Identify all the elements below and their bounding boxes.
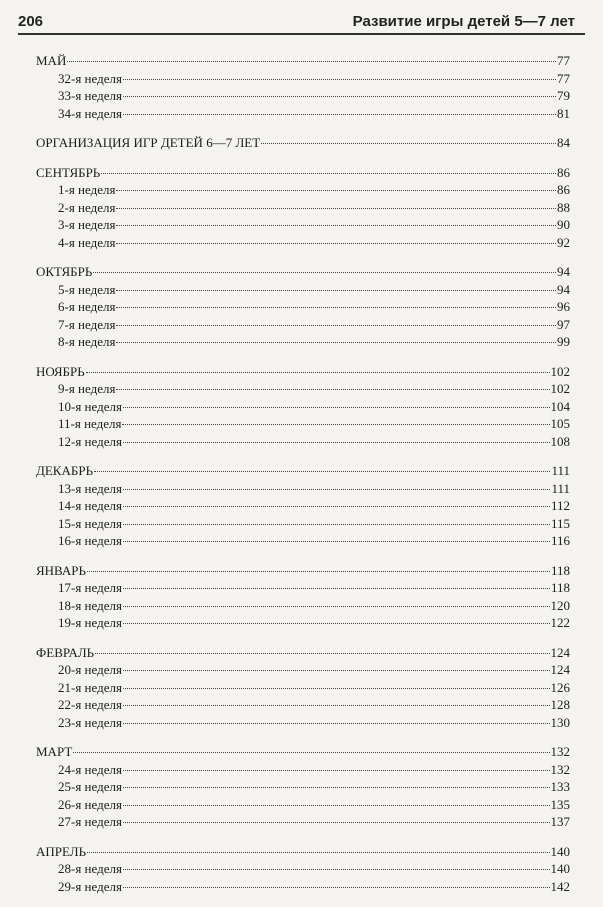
toc-entry-label: НОЯБРЬ [36, 363, 85, 379]
toc-entry [36, 281, 570, 299]
dot-leader [123, 79, 556, 80]
toc-entry-page: 137 [550, 814, 570, 829]
page-number: 206 [18, 13, 44, 30]
toc-section [36, 644, 570, 732]
toc-section [36, 743, 570, 831]
toc-entry [36, 181, 570, 199]
dot-leader [116, 243, 556, 244]
dot-leader [95, 653, 549, 654]
toc-entry-page: 115 [550, 515, 570, 531]
dot-leader [123, 96, 556, 97]
dot-leader [123, 670, 550, 671]
toc-section-heading [36, 644, 570, 662]
dot-leader [123, 606, 550, 607]
toc-entry [36, 216, 570, 234]
toc-entry-page: 96 [557, 299, 570, 314]
toc-entry-page: 120 [550, 597, 570, 613]
toc-entry [36, 433, 570, 451]
toc-entry-label: 13-я неделя [58, 480, 122, 496]
toc-entry-page: 97 [557, 316, 570, 332]
dot-leader [116, 325, 556, 326]
toc-section-heading [36, 462, 570, 480]
toc-entry-page: 104 [550, 398, 570, 414]
toc-entry-page: 122 [550, 615, 570, 630]
dot-leader [123, 887, 550, 888]
dot-leader [87, 852, 549, 853]
dot-leader [116, 225, 556, 226]
toc-entry-page: 132 [550, 761, 570, 777]
toc-entry-page: 92 [557, 234, 570, 250]
toc-entry-page: 94 [557, 264, 570, 279]
toc-section [36, 164, 570, 252]
dot-leader [123, 114, 556, 115]
dot-leader [86, 372, 550, 373]
toc-entry-page: 86 [557, 182, 570, 197]
toc-section-heading [36, 743, 570, 761]
toc-entry [36, 614, 570, 632]
toc-entry-label: МАРТ [36, 744, 73, 759]
toc-entry-page: 90 [557, 217, 570, 232]
toc-entry [36, 679, 570, 697]
toc-entry [36, 579, 570, 597]
dot-leader [116, 208, 556, 209]
toc-entry [36, 497, 570, 515]
toc-entry-page: 112 [550, 498, 570, 513]
toc-entry-page: 108 [550, 433, 570, 449]
dot-leader [116, 190, 556, 191]
running-title: Развитие игры детей 5—7 лет [352, 13, 575, 30]
toc-entry-page: 81 [557, 105, 570, 121]
toc-entry [36, 480, 570, 498]
toc-entry-label: 6-я неделя [58, 299, 116, 314]
toc-entry-page: 118 [550, 562, 570, 578]
toc-entry [36, 87, 570, 105]
toc-section-heading [36, 263, 570, 281]
dot-leader [123, 822, 550, 823]
dot-leader [93, 272, 556, 273]
toc-entry-label: 21-я неделя [58, 679, 122, 695]
toc-entry-page: 128 [550, 697, 570, 712]
toc-entry-label: 33-я неделя [58, 88, 122, 103]
toc-entry-page: 77 [557, 70, 570, 86]
toc-entry [36, 234, 570, 252]
dot-leader [123, 506, 550, 507]
toc-entry [36, 597, 570, 615]
toc-entry-label: 20-я неделя [58, 662, 122, 677]
dot-leader [116, 290, 556, 291]
toc-entry-label: АПРЕЛЬ [36, 843, 87, 859]
toc-section [36, 263, 570, 351]
toc-entry-page: 142 [550, 878, 570, 894]
toc-entry-page: 116 [550, 533, 570, 548]
table-of-contents [36, 52, 570, 907]
toc-entry [36, 813, 570, 831]
toc-entry-page: 124 [550, 662, 570, 677]
toc-entry-label: 16-я неделя [58, 533, 122, 548]
toc-entry-page: 102 [550, 363, 570, 379]
toc-entry-label: 27-я неделя [58, 814, 122, 829]
toc-entry-page: 140 [550, 861, 570, 876]
toc-entry [36, 415, 570, 433]
toc-section-heading [36, 843, 570, 861]
dot-leader [123, 623, 550, 624]
toc-entry-label: СЕНТЯБРЬ [36, 164, 101, 180]
toc-section [36, 363, 570, 451]
toc-entry-page: 84 [557, 135, 570, 150]
toc-entry-label: 11-я неделя [58, 416, 122, 431]
dot-leader [123, 705, 550, 706]
dot-leader [67, 61, 556, 62]
toc-entry-label: 29-я неделя [58, 878, 122, 894]
toc-entry-label: 22-я неделя [58, 697, 122, 712]
toc-entry-label: 8-я неделя [58, 334, 116, 349]
toc-entry-label: 1-я неделя [58, 182, 116, 197]
dot-leader [123, 407, 550, 408]
toc-entry-page: 124 [550, 644, 570, 660]
toc-entry-label: 23-я неделя [58, 714, 122, 730]
dot-leader [116, 307, 556, 308]
toc-entry-label: ОРГАНИЗАЦИЯ ИГР ДЕТЕЙ 6—7 ЛЕТ [36, 135, 261, 150]
toc-entry-page: 77 [557, 53, 570, 68]
dot-leader [123, 805, 550, 806]
toc-entry-page: 102 [550, 381, 570, 396]
dot-leader [123, 489, 550, 490]
toc-entry-label: 25-я неделя [58, 779, 122, 794]
toc-entry-label: 32-я неделя [58, 70, 122, 86]
dot-leader [261, 143, 556, 144]
toc-entry [36, 298, 570, 316]
toc-section [36, 562, 570, 632]
toc-entry [36, 761, 570, 779]
dot-leader [123, 869, 550, 870]
toc-entry-label: 19-я неделя [58, 615, 122, 630]
dot-leader [123, 442, 550, 443]
toc-entry-label: ОКТЯБРЬ [36, 264, 93, 279]
toc-entry [36, 70, 570, 88]
toc-entry-page: 88 [557, 199, 570, 215]
toc-section-heading [36, 134, 570, 152]
header-rule [18, 33, 585, 35]
toc-entry-label: ФЕВРАЛЬ [36, 644, 95, 660]
toc-entry [36, 714, 570, 732]
toc-entry-label: 14-я неделя [58, 498, 122, 513]
toc-entry [36, 316, 570, 334]
dot-leader [116, 389, 549, 390]
toc-entry [36, 199, 570, 217]
toc-entry-page: 130 [550, 714, 570, 730]
toc-entry [36, 398, 570, 416]
toc-entry-page: 132 [550, 744, 570, 759]
toc-entry [36, 796, 570, 814]
dot-leader [73, 752, 549, 753]
toc-entry-label: 4-я неделя [58, 234, 116, 250]
toc-entry-label: 15-я неделя [58, 515, 122, 531]
toc-entry-label: 12-я неделя [58, 433, 122, 449]
toc-entry-label: 26-я неделя [58, 796, 122, 812]
toc-entry-label: ЯНВАРЬ [36, 562, 86, 578]
toc-entry-page: 99 [557, 334, 570, 349]
dot-leader [123, 787, 550, 788]
toc-entry-page: 118 [550, 580, 570, 595]
dot-leader [123, 588, 550, 589]
toc-entry-page: 135 [550, 796, 570, 812]
toc-entry [36, 515, 570, 533]
toc-section [36, 843, 570, 896]
toc-entry-label: 9-я неделя [58, 381, 116, 396]
dot-leader [123, 770, 550, 771]
toc-section-heading [36, 52, 570, 70]
toc-entry-page: 86 [557, 164, 570, 180]
toc-entry [36, 333, 570, 351]
toc-section-heading [36, 562, 570, 580]
toc-section [36, 52, 570, 122]
toc-section [36, 134, 570, 152]
toc-entry-page: 133 [550, 779, 570, 794]
toc-entry [36, 105, 570, 123]
dot-leader [123, 688, 550, 689]
toc-entry-label: 34-я неделя [58, 105, 122, 121]
toc-entry [36, 696, 570, 714]
dot-leader [101, 173, 556, 174]
toc-entry-label: 7-я неделя [58, 316, 116, 332]
toc-entry-page: 140 [550, 843, 570, 859]
toc-entry-page: 105 [550, 416, 570, 431]
toc-section-heading [36, 164, 570, 182]
toc-entry-page: 79 [557, 88, 570, 103]
toc-entry-label: 18-я неделя [58, 597, 122, 613]
toc-entry-label: ДЕКАБРЬ [36, 463, 94, 478]
toc-section [36, 462, 570, 550]
toc-entry-page: 111 [551, 463, 570, 478]
toc-entry [36, 778, 570, 796]
toc-entry-label: 2-я неделя [58, 199, 116, 215]
toc-entry-label: 24-я неделя [58, 761, 122, 777]
toc-entry-label: 3-я неделя [58, 217, 116, 232]
toc-entry-label: 10-я неделя [58, 398, 122, 414]
dot-leader [123, 524, 550, 525]
dot-leader [116, 342, 556, 343]
toc-entry-page: 94 [557, 281, 570, 297]
dot-leader [122, 424, 549, 425]
toc-entry-label: МАЙ [36, 53, 67, 68]
toc-entry-label: 17-я неделя [58, 580, 122, 595]
toc-entry-label: 28-я неделя [58, 861, 122, 876]
toc-entry-label: 5-я неделя [58, 281, 116, 297]
toc-entry [36, 878, 570, 896]
toc-entry [36, 661, 570, 679]
dot-leader [123, 723, 550, 724]
toc-entry-page: 126 [550, 679, 570, 695]
toc-entry-page: 111 [551, 480, 570, 496]
toc-entry [36, 532, 570, 550]
toc-section-heading [36, 363, 570, 381]
toc-entry [36, 380, 570, 398]
dot-leader [94, 471, 550, 472]
dot-leader [123, 541, 550, 542]
dot-leader [87, 571, 550, 572]
